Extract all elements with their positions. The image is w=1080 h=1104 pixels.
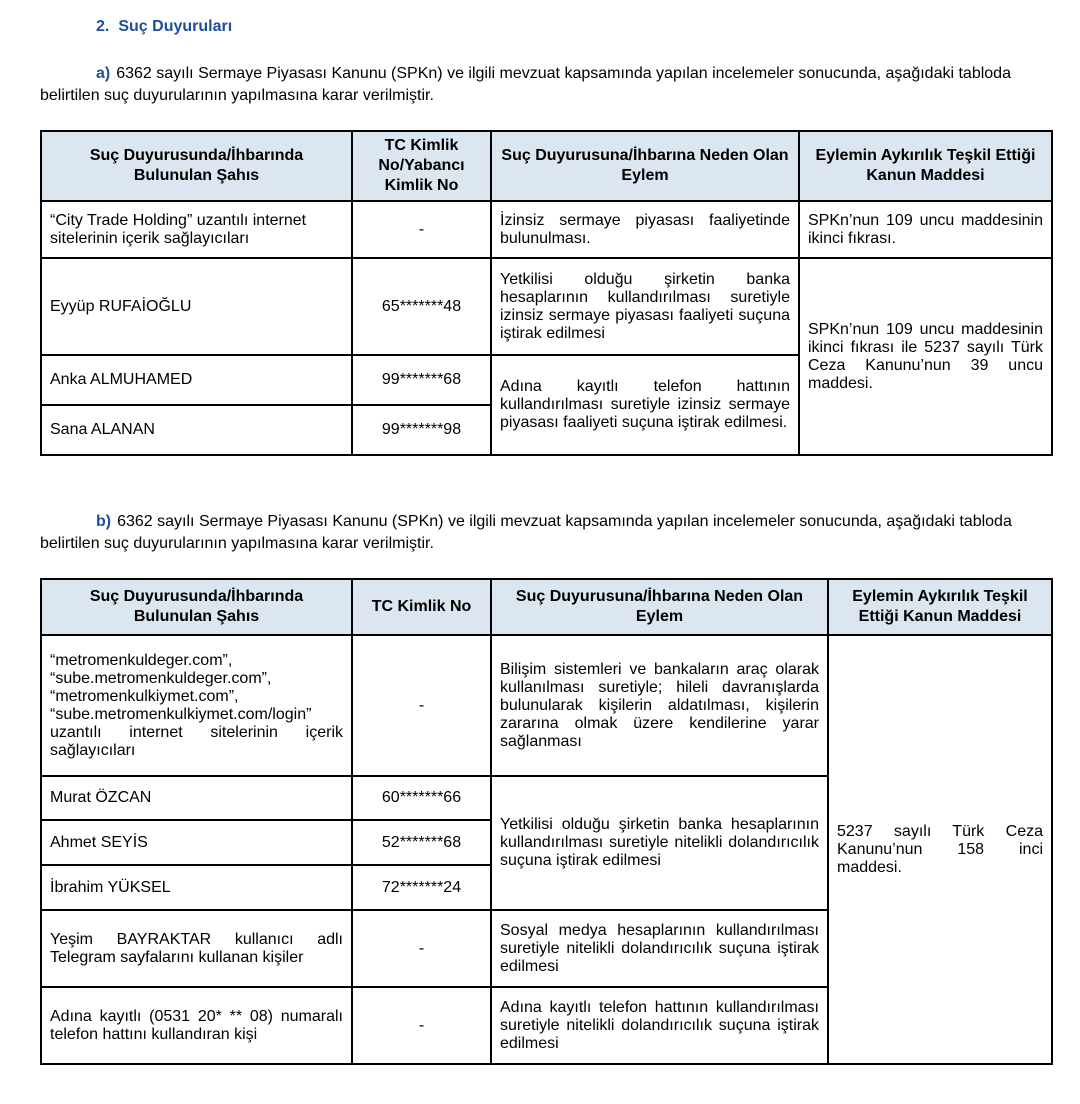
intro-text-b: 6362 sayılı Sermaye Piyasası Kanunu (SPKn) ve ilgili mevzuat kapsamında yapılan incelemeler sonucunda, aşağıdaki tabloda belirtilen suç duyurularının yapılmasına karar verilmiştir. [40, 513, 1012, 552]
person-cell: “City Trade Holding” uzantılı internet sitelerinin içerik sağlayıcıları [41, 201, 352, 258]
action-cell: Adına kayıtlı telefon hattının kullandırılması suretiyle nitelikli dolandırıcılık suçuna iştirak edilmesi [491, 987, 828, 1064]
section-heading [96, 18, 241, 36]
person-cell: Anka ALMUHAMED [41, 355, 352, 405]
header-person: Suç Duyurusunda/İhbarında Bulunulan Şahıs [41, 579, 352, 635]
header-person: Suç Duyurusunda/İhbarında Bulunulan Şahıs [41, 131, 352, 201]
criminal-complaints-table-b [40, 578, 1053, 1065]
intro-paragraph-a [40, 63, 1052, 107]
table-header-row [41, 579, 1052, 635]
header-id: TC Kimlik No [352, 579, 491, 635]
header-id: TC Kimlik No/Yabancı Kimlik No [352, 131, 491, 201]
id-cell: - [352, 987, 491, 1064]
id-cell: 72*******24 [352, 865, 491, 910]
intro-paragraph-b [40, 511, 1052, 555]
person-cell: Sana ALANAN [41, 405, 352, 455]
person-cell: Ahmet SEYİS [41, 820, 352, 865]
action-cell: Yetkilisi olduğu şirketin banka hesaplarının kullandırılması suretiyle nitelikli dolandırıcılık suçuna iştirak edilmesi [491, 776, 828, 910]
intro-text-a: 6362 sayılı Sermaye Piyasası Kanunu (SPKn) ve ilgili mevzuat kapsamında yapılan incelemeler sonucunda, aşağıdaki tabloda belirtilen suç duyurularının yapılmasına karar verilmiştir. [40, 65, 1011, 104]
action-cell: Sosyal medya hesaplarının kullandırılması suretiyle nitelikli dolandırıcılık suçuna iştirak edilmesi [491, 910, 828, 987]
criminal-complaints-table-a [40, 130, 1053, 456]
id-cell: 99*******98 [352, 405, 491, 455]
action-cell: Adına kayıtlı telefon hattının kullandırılması suretiyle izinsiz sermaye piyasası faaliyeti suçuna iştirak edilmesi. [491, 355, 799, 455]
action-cell: Bilişim sistemleri ve bankaların araç olarak kullanılması suretiyle; hileli davranışlarda bulunularak kişilerin aldatılması, kişilerin zararına olmak üzere kendilerine yarar sağlanması [491, 635, 828, 776]
id-cell: 99*******68 [352, 355, 491, 405]
header-law: Eylemin Aykırılık Teşkil Ettiği Kanun Maddesi [828, 579, 1052, 635]
header-action: Suç Duyurusuna/İhbarına Neden Olan Eylem [491, 131, 799, 201]
person-cell: İbrahim YÜKSEL [41, 865, 352, 910]
section-number: 2. [96, 18, 110, 35]
action-cell: Yetkilisi olduğu şirketin banka hesaplarının kullandırılması suretiyle izinsiz sermaye piyasası faaliyeti suçuna iştirak edilmesi [491, 258, 799, 355]
part-a-label: a) [96, 65, 111, 82]
id-cell: 60*******66 [352, 776, 491, 820]
person-cell: “metromenkuldeger.com”, “sube.metromenkuldeger.com”, “metromenkulkiymet.com”, “sube.metromenkulkiymet.com/login” uzantılı internet sitelerinin içerik sağlayıcıları [41, 635, 352, 776]
law-cell: SPKn’nun 109 uncu maddesinin ikinci fıkrası ile 5237 sayılı Türk Ceza Kanunu’nun 39 uncu maddesi. [799, 258, 1052, 455]
header-action: Suç Duyurusuna/İhbarına Neden Olan Eylem [491, 579, 828, 635]
person-cell: Eyyüp RUFAİOĞLU [41, 258, 352, 355]
action-cell: İzinsiz sermaye piyasası faaliyetinde bulunulması. [491, 201, 799, 258]
id-cell: 52*******68 [352, 820, 491, 865]
table-row [41, 635, 1052, 776]
law-cell: 5237 sayılı Türk Ceza Kanunu’nun 158 inci maddesi. [828, 635, 1052, 1064]
header-law: Eylemin Aykırılık Teşkil Ettiği Kanun Maddesi [799, 131, 1052, 201]
id-cell: - [352, 201, 491, 258]
law-cell: SPKn’nun 109 uncu maddesinin ikinci fıkrası. [799, 201, 1052, 258]
section-title: Suç Duyuruları [118, 18, 233, 35]
table-row [41, 201, 1052, 258]
id-cell: - [352, 635, 491, 776]
id-cell: 65*******48 [352, 258, 491, 355]
part-b-label: b) [96, 513, 112, 530]
person-cell: Yeşim BAYRAKTAR kullanıcı adlı Telegram sayfalarını kullanan kişiler [41, 910, 352, 987]
person-cell: Adına kayıtlı (0531 20* ** 08) numaralı telefon hattını kullandıran kişi [41, 987, 352, 1064]
table-header-row [41, 131, 1052, 201]
table-row [41, 258, 1052, 355]
id-cell: - [352, 910, 491, 987]
person-cell: Murat ÖZCAN [41, 776, 352, 820]
